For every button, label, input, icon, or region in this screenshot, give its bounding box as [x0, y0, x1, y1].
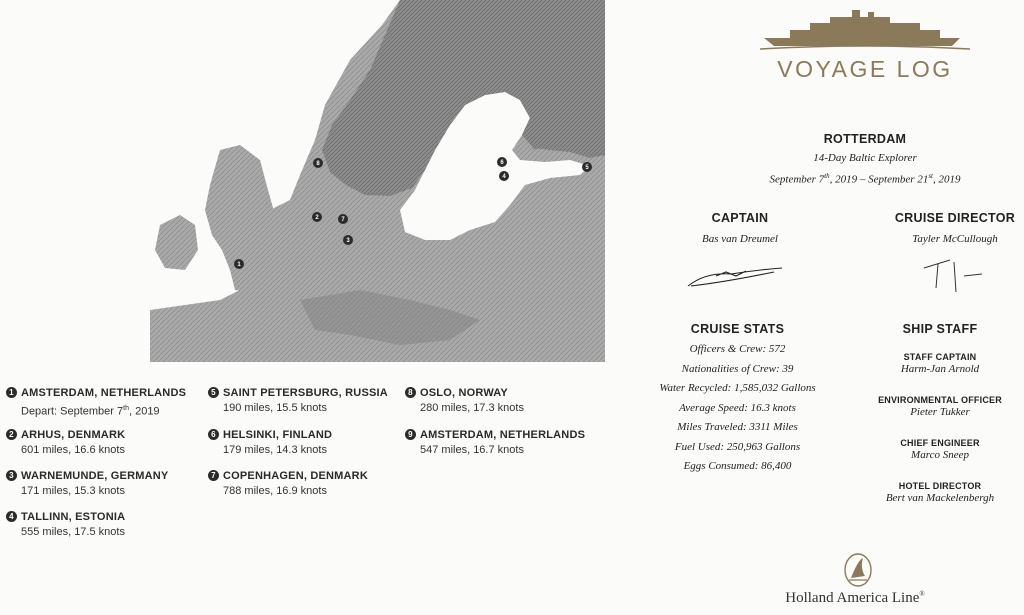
port-detail: 171 miles, 15.3 knots [21, 485, 125, 497]
stat-item: Nationalities of Crew: 39 [681, 362, 794, 375]
port-number-badge: 5 [208, 387, 219, 398]
port-number-badge: 4 [6, 511, 17, 522]
captain-label: CAPTAIN [711, 211, 769, 225]
port-detail: Depart: September 7th, 2019 [21, 405, 160, 418]
cruise-ship-icon [760, 8, 970, 50]
port-item [208, 428, 332, 458]
holland-america-logo-icon [843, 552, 873, 588]
stat-item: Water Recycled: 1,585,032 Gallons [659, 382, 816, 394]
staff-role: ENVIRONMENTAL OFFICER [878, 395, 1002, 405]
svg-text:1: 1 [237, 262, 241, 268]
port-number-badge: 1 [6, 387, 17, 398]
cruise-director-name: Tayler McCullough [912, 233, 998, 245]
port-item [405, 386, 524, 416]
staff-role: HOTEL DIRECTOR [898, 481, 982, 491]
captain-signature [686, 262, 786, 292]
svg-text:6: 6 [500, 160, 504, 166]
port-detail: 547 miles, 16.7 knots [420, 444, 524, 456]
svg-text:8: 8 [316, 161, 320, 167]
cruise-director-label: CRUISE DIRECTOR [894, 211, 1016, 225]
stat-item: Average Speed: 16.3 knots [679, 401, 796, 414]
cruise-dates: September 7th, 2019 – September 21st, 2019 [769, 172, 961, 186]
port-detail: 601 miles, 16.6 knots [21, 444, 125, 456]
port-name: SAINT PETERSBURG, RUSSIA [223, 387, 388, 399]
port-number-badge: 6 [208, 429, 219, 440]
cruise-name: 14-Day Baltic Explorer [813, 152, 917, 164]
map-marker-1 [234, 259, 244, 269]
port-name: AMSTERDAM, NETHERLANDS [420, 429, 586, 441]
port-detail: 280 miles, 17.3 knots [420, 402, 524, 414]
svg-text:3: 3 [346, 238, 350, 244]
port-detail: 555 miles, 17.5 knots [21, 526, 125, 538]
port-name: OSLO, NORWAY [420, 387, 508, 399]
cruise-director-signature [920, 254, 990, 298]
port-name: COPENHAGEN, DENMARK [223, 470, 368, 482]
europe-map [150, 0, 605, 362]
map-marker-8 [313, 158, 323, 168]
staff-name: Harm-Jan Arnold [900, 363, 980, 375]
port-number-badge: 2 [6, 429, 17, 440]
staff-name: Marco Sneep [911, 449, 969, 461]
port-name: WARNEMUNDE, GERMANY [21, 470, 169, 482]
port-item [6, 428, 125, 458]
svg-text:5: 5 [585, 165, 589, 171]
map-marker-3 [343, 235, 353, 245]
captain-name: Bas van Dreumel [702, 233, 778, 245]
port-detail: 179 miles, 14.3 knots [223, 444, 327, 456]
brand-name: Holland America Line® [785, 590, 925, 606]
port-item [6, 510, 125, 540]
stat-item: Miles Traveled: 3311 Miles [677, 421, 798, 433]
cruise-stats-list [630, 340, 845, 477]
staff-role: CHIEF ENGINEER [900, 438, 980, 448]
stat-item: Fuel Used: 250,963 Gallons [674, 440, 801, 453]
port-number-badge: 3 [6, 470, 17, 481]
port-name: ARHUS, DENMARK [21, 429, 126, 441]
port-name: AMSTERDAM, NETHERLANDS [21, 387, 187, 399]
map-marker-6 [497, 157, 507, 167]
svg-text:7: 7 [341, 217, 345, 223]
port-item [208, 386, 388, 416]
port-number-badge: 8 [405, 387, 416, 398]
port-detail: 190 miles, 15.5 knots [223, 402, 327, 414]
port-name: TALLINN, ESTONIA [21, 511, 126, 523]
cruise-stats-title: CRUISE STATS [690, 322, 785, 336]
port-item [208, 469, 368, 499]
port-detail: 788 miles, 16.9 knots [223, 485, 327, 497]
staff-role: STAFF CAPTAIN [903, 352, 977, 362]
port-item [405, 428, 585, 458]
port-item [6, 469, 168, 499]
map-marker-2 [312, 212, 322, 222]
port-item [6, 386, 186, 420]
map-marker-7 [338, 214, 348, 224]
staff-name: Bert van Mackelenbergh [885, 492, 995, 504]
svg-text:2: 2 [315, 215, 319, 221]
map-marker-4 [499, 171, 509, 181]
svg-text:4: 4 [502, 174, 506, 180]
stat-item: Eggs Consumed: 86,400 [683, 460, 792, 472]
ship-name: ROTTERDAM [823, 132, 907, 146]
staff-name: Pieter Tukker [910, 406, 970, 418]
page-title: VOYAGE LOG [777, 56, 953, 82]
ship-staff-title: SHIP STAFF [902, 322, 978, 336]
stat-item: Officers & Crew: 572 [689, 343, 786, 355]
port-name: HELSINKI, FINLAND [223, 429, 333, 441]
port-number-badge: 9 [405, 429, 416, 440]
map-marker-5 [582, 162, 592, 172]
port-number-badge: 7 [208, 470, 219, 481]
